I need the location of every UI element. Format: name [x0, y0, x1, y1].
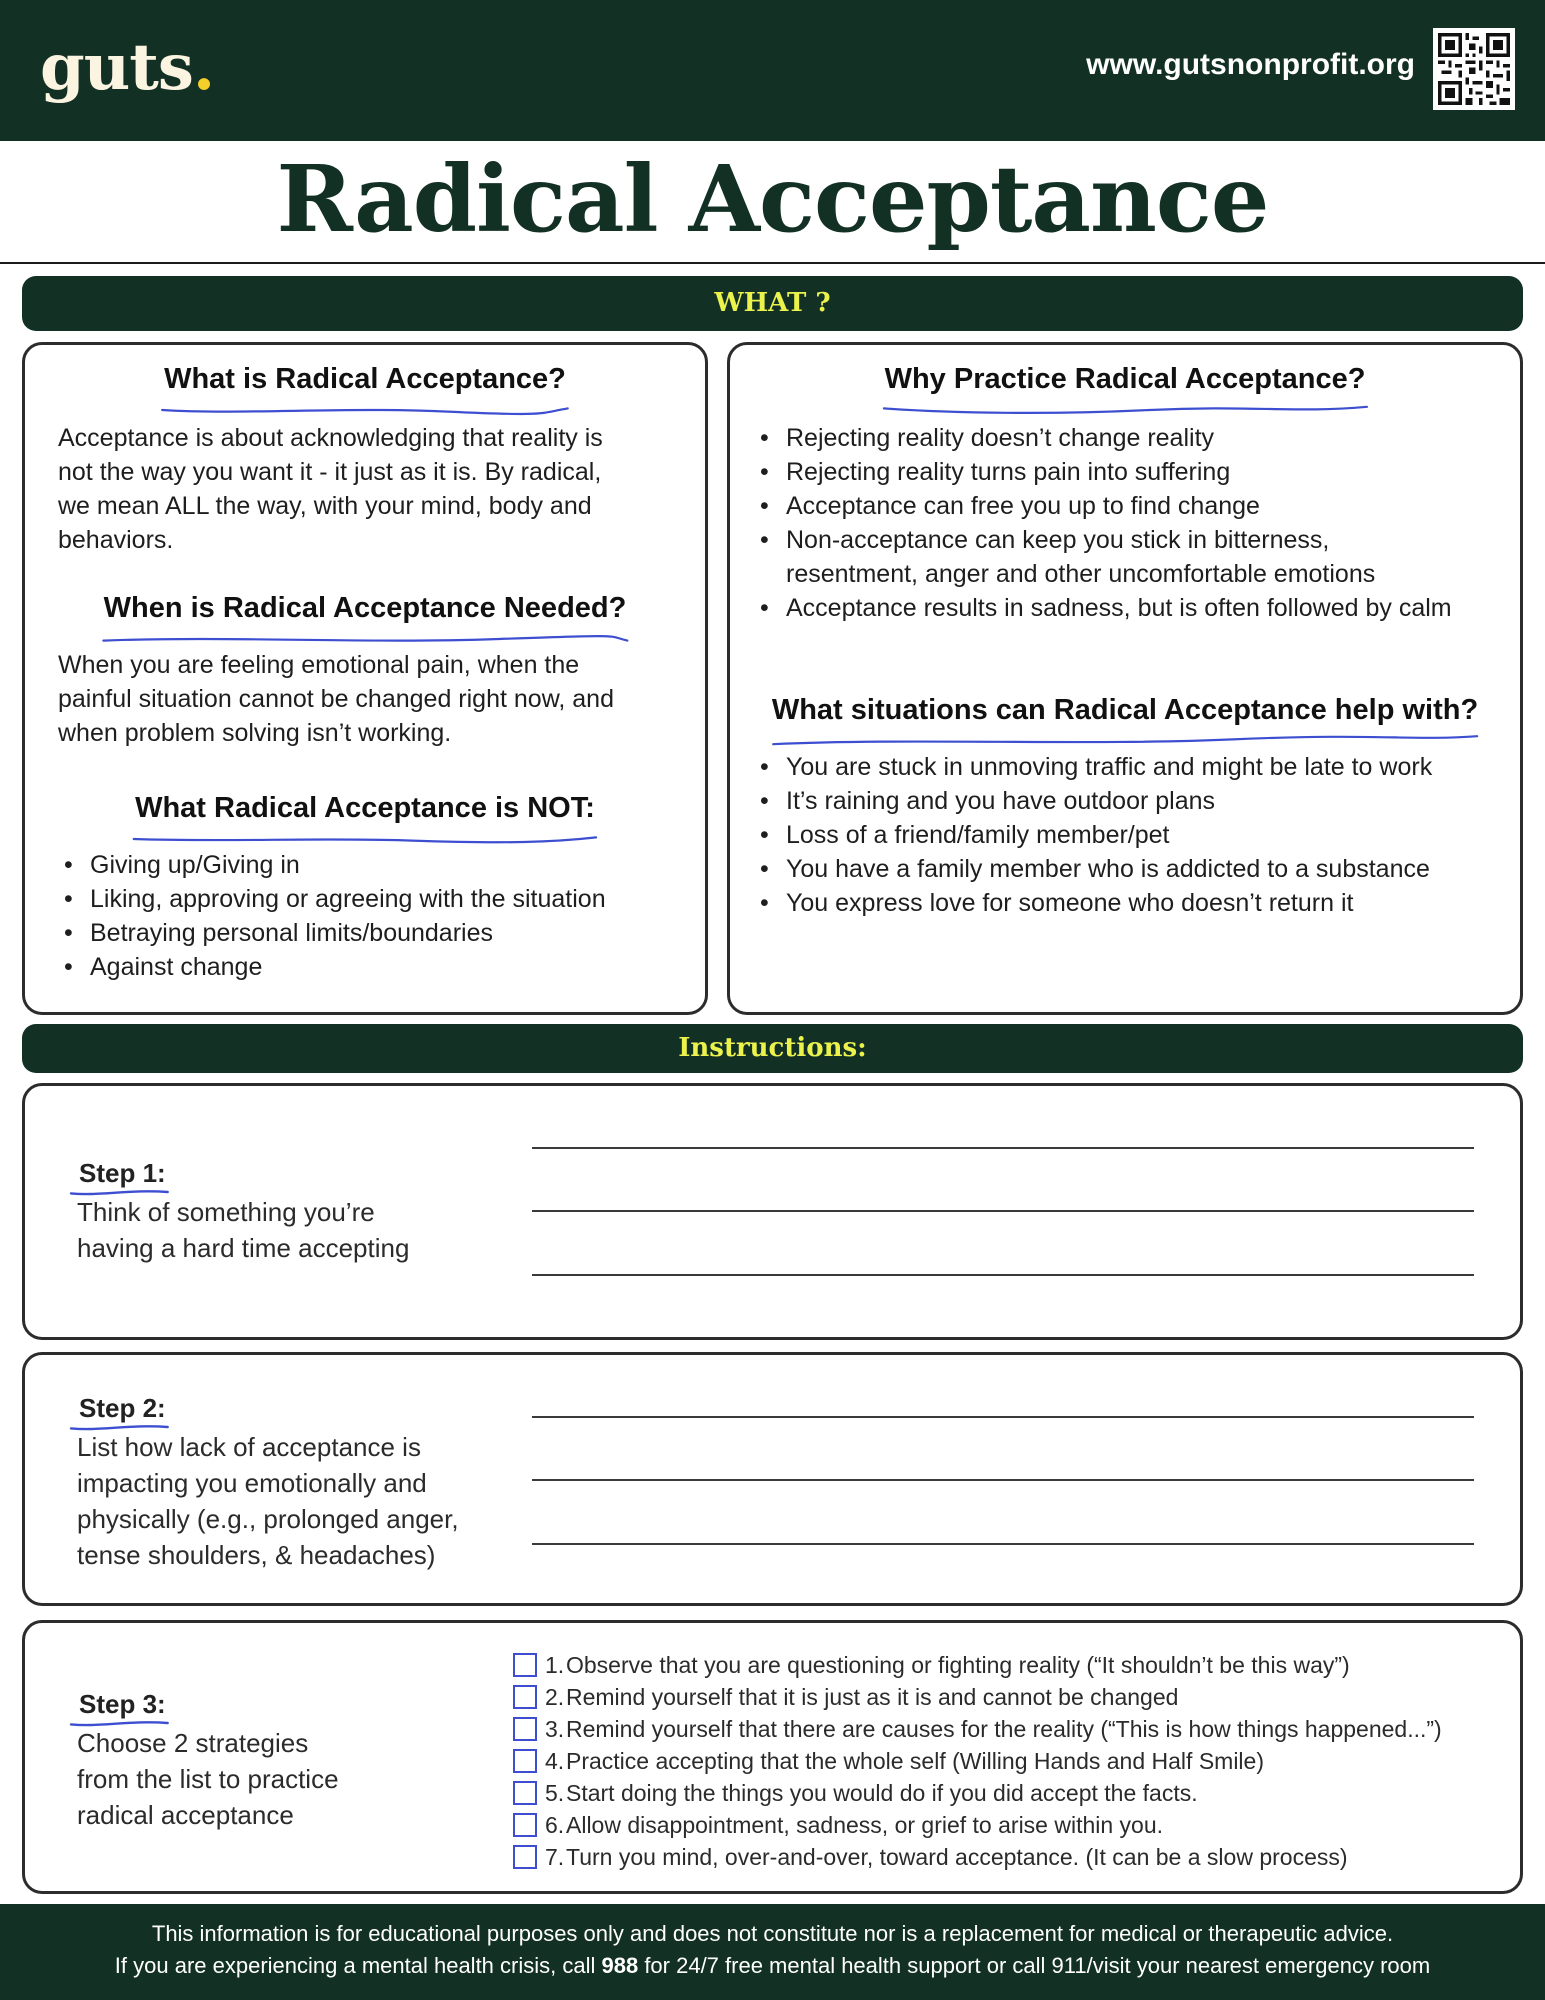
checkbox[interactable]: [513, 1685, 537, 1709]
step-2-answer-line-3[interactable]: [532, 1543, 1474, 1545]
not-list: [58, 848, 606, 984]
list-item: • Betraying personal limits/boundaries: [58, 916, 606, 950]
footer-crisis-line: If you are experiencing a mental health crisis, call 988 for 24/7 free mental health support or call 911/visit your nearest emergency room: [114, 1953, 1431, 1978]
step-1-answer-line-1[interactable]: [532, 1147, 1474, 1149]
page-title: Radical Acceptance: [276, 145, 1269, 253]
list-item: • It’s raining and you have outdoor plans: [754, 784, 1432, 818]
crisis-number: 988: [601, 1953, 639, 1978]
qr-code-icon: [1433, 28, 1515, 110]
list-item: • Giving up/Giving in: [58, 848, 606, 882]
left-info-card: [22, 342, 708, 1015]
what-is-text: Acceptance is about acknowledging that reality is not the way you want it - it just as it is. By radical, we mean ALL the way, with your mind, body and behaviors.: [58, 424, 603, 554]
checkbox[interactable]: [513, 1781, 537, 1805]
what-section-header: WHAT ?: [22, 276, 1523, 331]
instructions-section-header: Instructions:: [22, 1024, 1523, 1073]
strategy-item[interactable]: 7. Turn you mind, over-and-over, toward acceptance. (It can be a slow process): [513, 1841, 1442, 1873]
list-item: • Liking, approving or agreeing with the situation: [58, 882, 606, 916]
site-header: [0, 0, 1545, 141]
step-1-label: Step 1:: [79, 1158, 166, 1189]
strategy-item[interactable]: 5. Start doing the things you would do if you did accept the facts.: [513, 1777, 1442, 1809]
title-divider: [0, 262, 1545, 264]
list-item: • Rejecting reality doesn’t change reality: [754, 421, 1452, 455]
step-2-answer-line-1[interactable]: [532, 1416, 1474, 1418]
list-item: • Non-acceptance can keep you stick in bitterness, resentment, anger and other uncomfortable emotions: [754, 523, 1452, 591]
strategy-item[interactable]: 2. Remind yourself that it is just as it is and cannot be changed: [513, 1681, 1442, 1713]
checkbox[interactable]: [513, 1653, 537, 1677]
step-2-label: Step 2:: [79, 1393, 166, 1424]
checkbox[interactable]: [513, 1813, 537, 1837]
not-heading: What Radical Acceptance is NOT:: [25, 792, 705, 837]
strategy-item[interactable]: 1. Observe that you are questioning or fighting reality (“It shouldn’t be this way”): [513, 1649, 1442, 1681]
situations-list: [754, 750, 1432, 920]
when-needed-heading: When is Radical Acceptance Needed?: [25, 592, 705, 637]
footer-disclaimer-line: This information is for educational purposes only and does not constitute nor is a replacement for medical or therapeutic advice.: [151, 1921, 1394, 1946]
what-is-heading: What is Radical Acceptance?: [25, 363, 705, 408]
step-1-answer-line-3[interactable]: [532, 1274, 1474, 1276]
strategy-checklist: [513, 1649, 1442, 1873]
step-2-description: List how lack of acceptance is impacting you emotionally and physically (e.g., prolonged anger, tense shoulders, & headaches): [77, 1432, 459, 1570]
checkbox[interactable]: [513, 1717, 537, 1741]
list-item: • Acceptance results in sadness, but is often followed by calm: [754, 591, 1452, 625]
step-3-card: [22, 1620, 1523, 1894]
website-link[interactable]: www.gutsnonprofit.org: [1086, 48, 1415, 81]
disclaimer-footer: [0, 1904, 1545, 2000]
when-needed-text: When you are feeling emotional pain, when the painful situation cannot be changed right now, and when problem solving isn’t working.: [58, 651, 614, 747]
list-item: • You have a family member who is addicted to a substance: [754, 852, 1432, 886]
why-practice-heading: Why Practice Radical Acceptance?: [730, 363, 1520, 408]
list-item: • Rejecting reality turns pain into suffering: [754, 455, 1452, 489]
guts-logo[interactable]: guts.: [40, 30, 215, 105]
checkbox[interactable]: [513, 1749, 537, 1773]
step-1-description: Think of something you’re having a hard time accepting: [77, 1197, 410, 1263]
list-item: • You are stuck in unmoving traffic and might be late to work: [754, 750, 1432, 784]
strategy-item[interactable]: 6. Allow disappointment, sadness, or grief to arise within you.: [513, 1809, 1442, 1841]
step-1-answer-line-2[interactable]: [532, 1210, 1474, 1212]
list-item: • You express love for someone who doesn’t return it: [754, 886, 1432, 920]
step-3-description: Choose 2 strategies from the list to practice radical acceptance: [77, 1728, 339, 1830]
list-item: • Loss of a friend/family member/pet: [754, 818, 1432, 852]
situations-heading: What situations can Radical Acceptance help with?: [730, 694, 1520, 739]
step-2-answer-line-2[interactable]: [532, 1479, 1474, 1481]
step-3-label: Step 3:: [79, 1689, 166, 1720]
strategy-item[interactable]: 4. Practice accepting that the whole self (Willing Hands and Half Smile): [513, 1745, 1442, 1777]
checkbox[interactable]: [513, 1845, 537, 1869]
list-item: • Acceptance can free you up to find change: [754, 489, 1452, 523]
why-practice-list: [754, 421, 1452, 625]
step-2-card: [22, 1352, 1523, 1606]
list-item: • Against change: [58, 950, 606, 984]
step-1-card: [22, 1083, 1523, 1340]
strategy-item[interactable]: 3. Remind yourself that there are causes for the reality (“This is how things happened...”): [513, 1713, 1442, 1745]
right-info-card: [727, 342, 1523, 1015]
